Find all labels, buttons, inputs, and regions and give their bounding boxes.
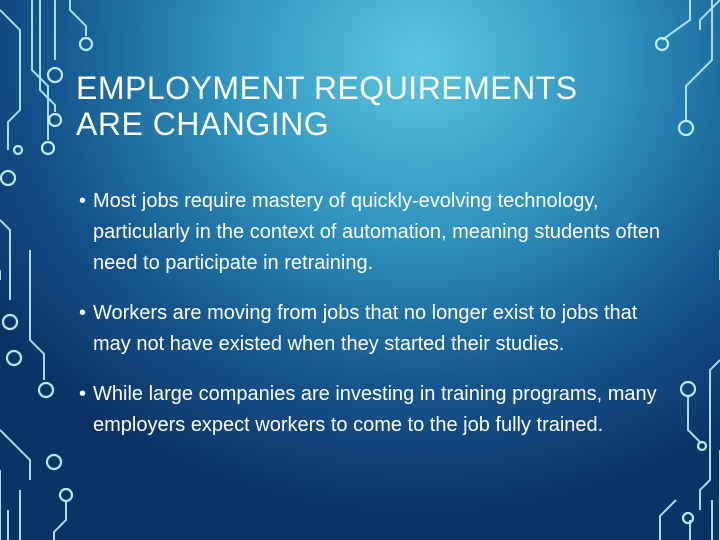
slide-title-line-2: ARE CHANGING [76,106,330,142]
bullet-item-1 [76,186,676,279]
bullet-marker: • [79,302,87,324]
bullet-marker: • [79,383,87,405]
bullet-marker: • [79,190,87,212]
bullet-text: While large companies are investing in training programs, many employers expect workers to come to the job fully trained. [93,383,657,436]
bullet-text: Most jobs require mastery of quickly-evolving technology, particularly in the context of automation, meaning students often need to participate in retraining. [93,190,661,274]
bullet-list [76,186,676,460]
bullet-text: Workers are moving from jobs that no longer exist to jobs that may not have existed when they started their studies. [93,302,638,355]
bullet-item-2 [76,298,676,360]
slide-title [76,70,676,142]
slide-title-line-1: EMPLOYMENT REQUIREMENTS [76,70,578,106]
bullet-item-3 [76,379,676,441]
